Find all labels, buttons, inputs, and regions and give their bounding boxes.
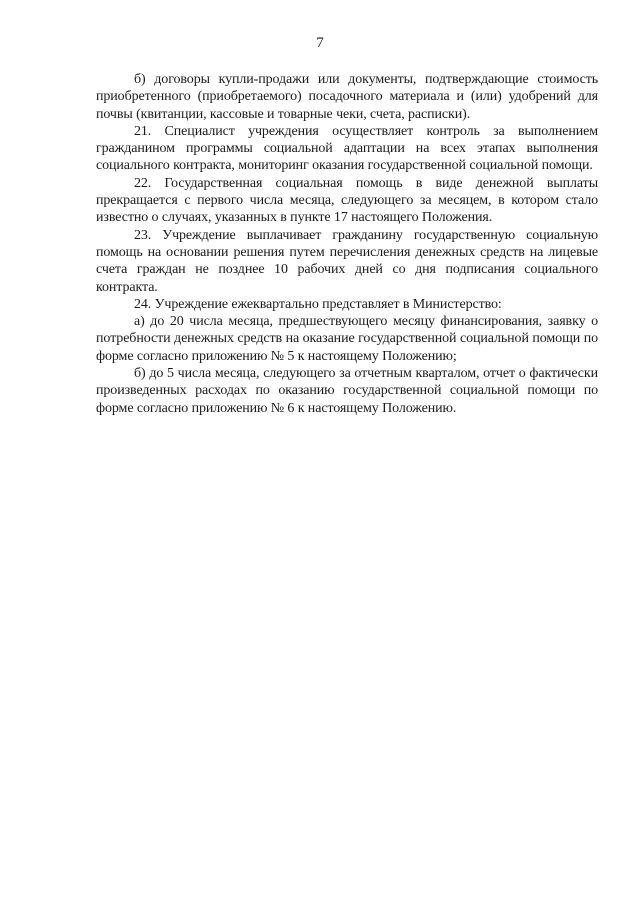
paragraph-24: 24. Учреждение ежеквартально представляет в Министерство: (134, 296, 502, 312)
paragraph-24-b: б) до 5 числа месяца, следующего за отчетным кварталом, отчет о фактически произведенных расходах по оказанию государственной социальной помощи по форме согласно приложению № 6 к настоящему Положению. (96, 366, 598, 416)
paragraph-23: 23. Учреждение выплачивает гражданину государственную социальную помощь на основании решения путем перечисления денежных средств на лицевые счета граждан не позднее 10 рабочих дней со дня подписания социального контракта. (96, 227, 598, 295)
paragraph-24-a: а) до 20 числа месяца, предшествующего месяцу финансирования, заявку о потребности денежных средств на оказание государственной социальной помощи по форме согласно приложению № 5 к настоящему Положению; (96, 314, 598, 364)
page-number: 7 (316, 35, 324, 51)
document-body (96, 71, 598, 417)
paragraph-22: 22. Государственная социальная помощь в виде денежной выплаты прекращается с первого числа месяца, следующего за месяцем, в котором стало известно о случаях, указанных в пункте 17 настоящего Положения. (96, 175, 598, 226)
paragraph-21: 21. Специалист учреждения осуществляет контроль за выполнением гражданином программы социальной адаптации на всех этапах выполнения социального контракта, мониторинг оказания государственной социальной помощи. (96, 123, 598, 174)
paragraph-b-contracts: б) договоры купли-продажи или документы, подтверждающие стоимость приобретенного (приобретаемого) посадочного материала и (или) удобрений для почвы (квитанции, кассовые и товарные чеки, счета, расписки). (96, 72, 598, 122)
